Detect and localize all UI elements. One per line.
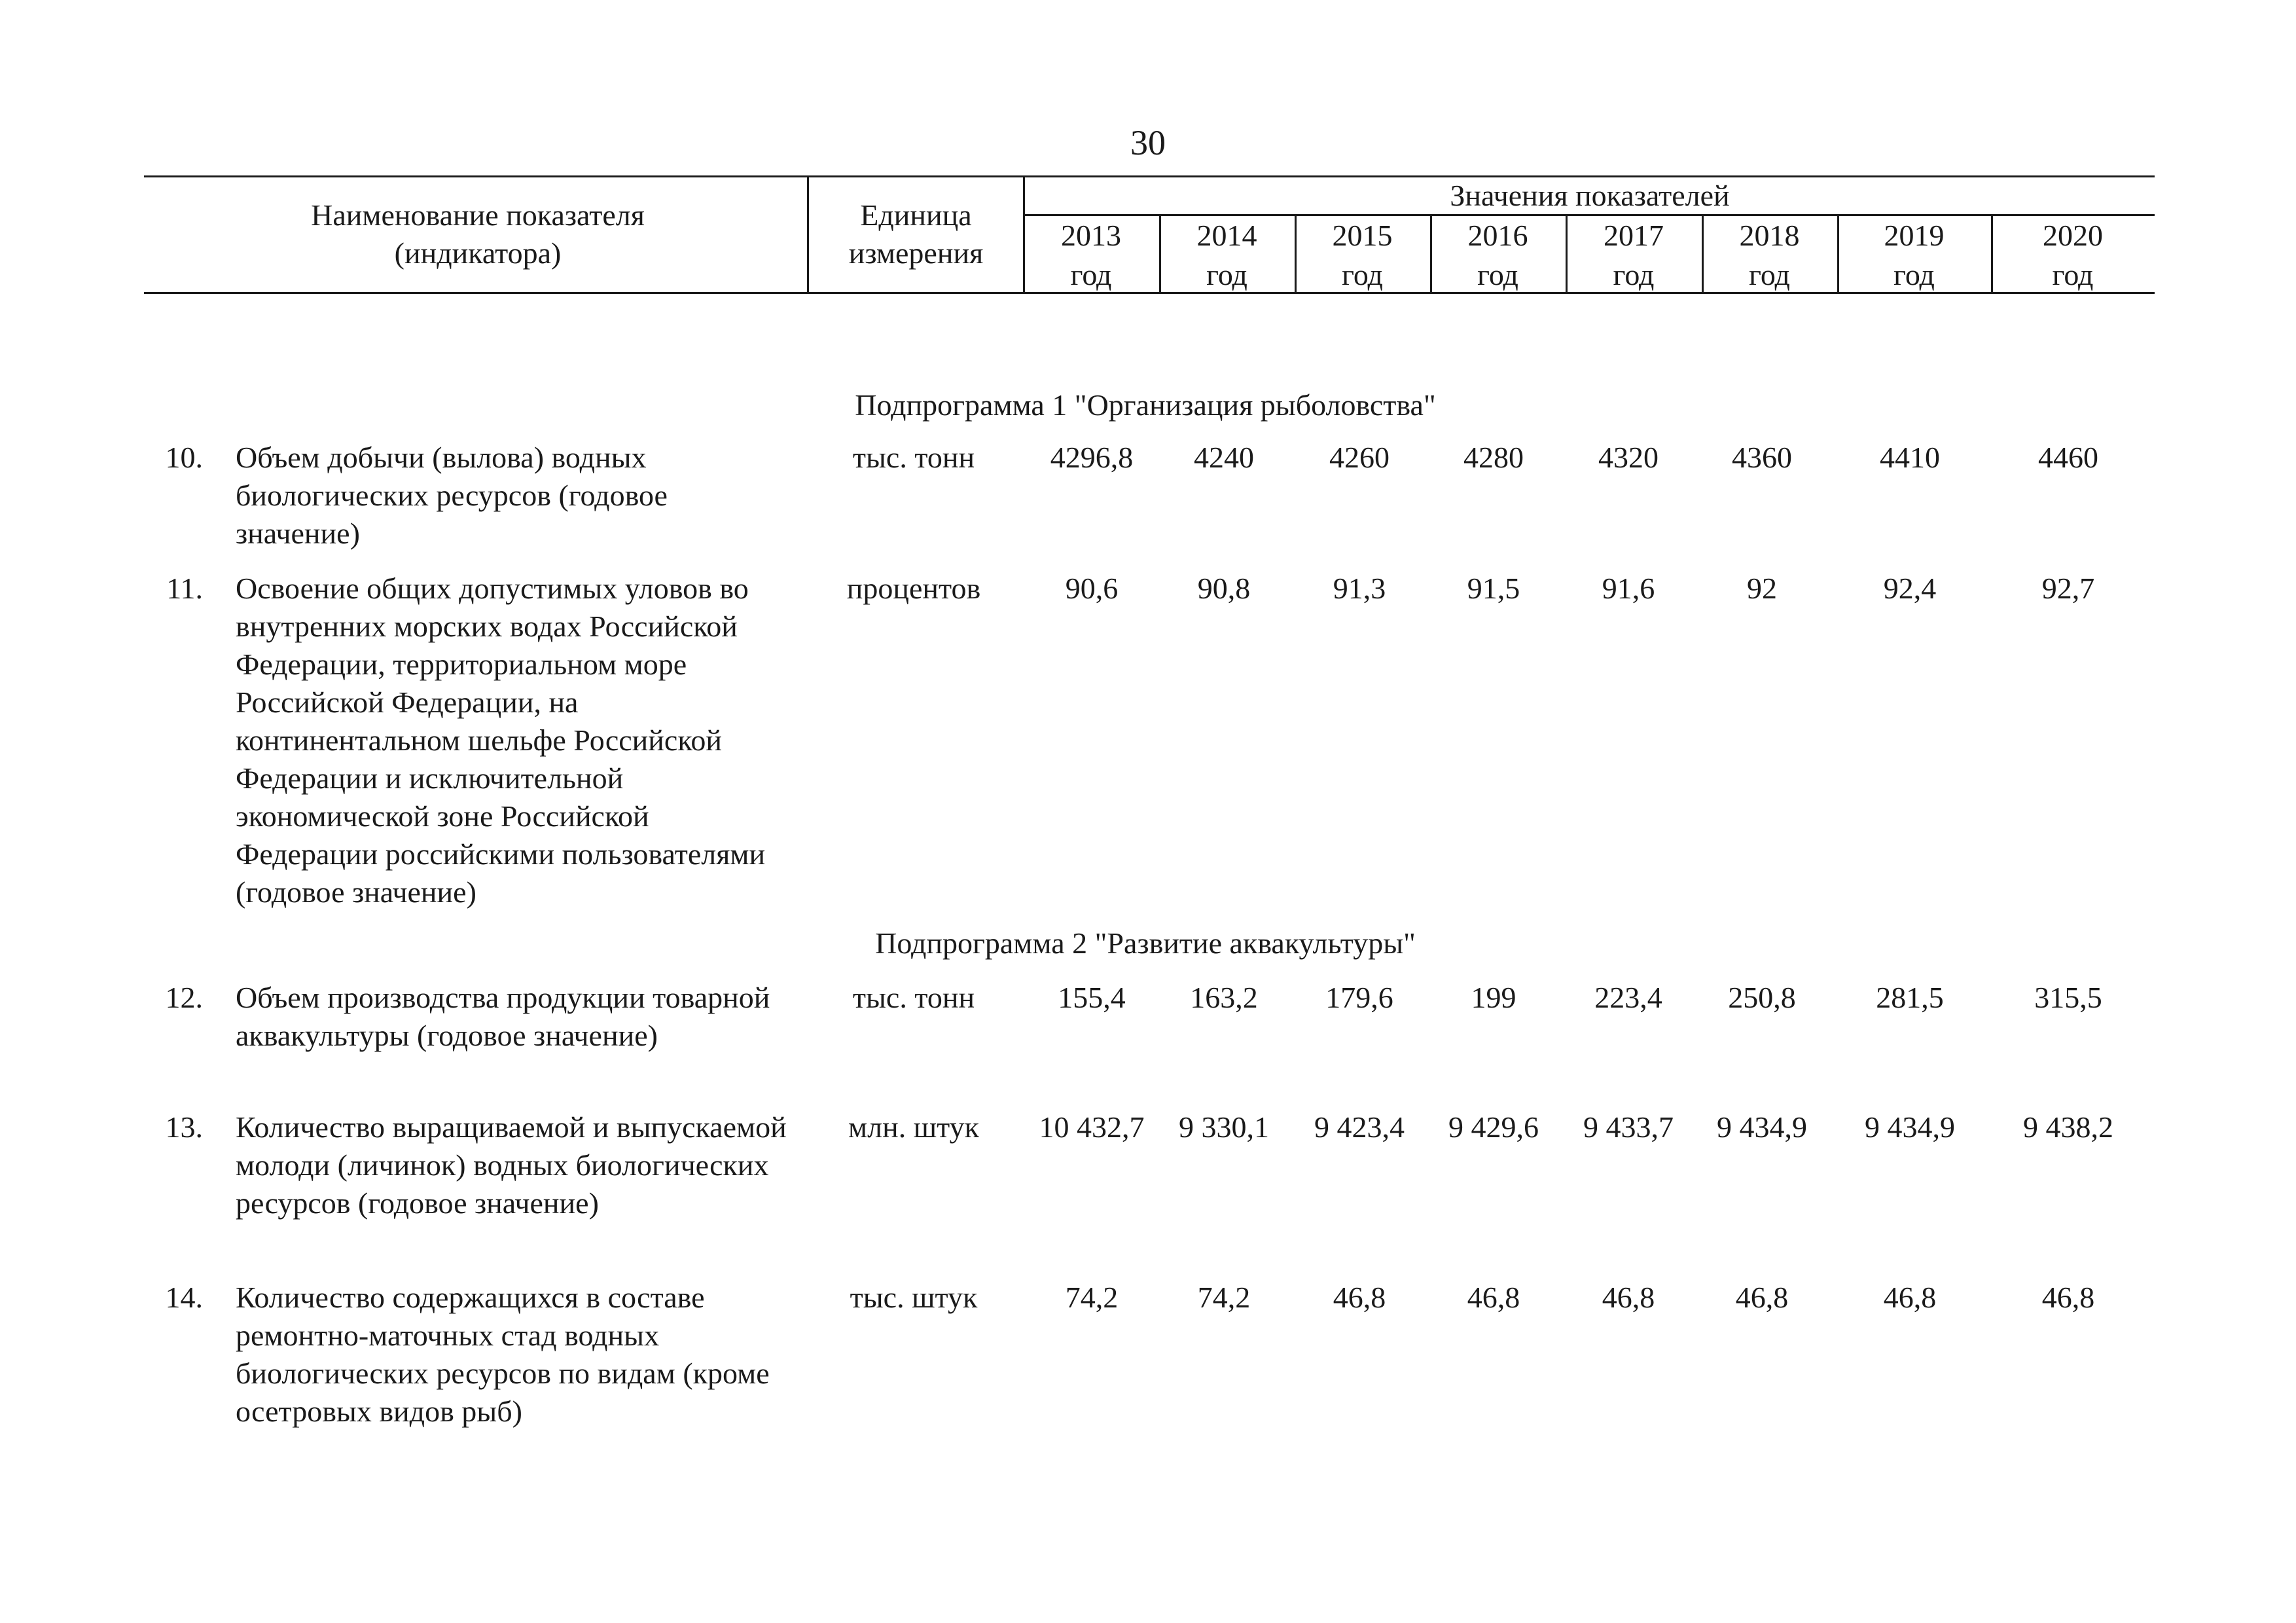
row-value-2013: 4296,8 bbox=[1050, 441, 1134, 474]
header-year-label: 2020 bbox=[2043, 219, 2103, 252]
row-value-2015: 46,8 bbox=[1333, 1281, 1386, 1314]
row-value-2014: 74,2 bbox=[1197, 1281, 1251, 1314]
page-number: 30 bbox=[1130, 123, 1166, 162]
row-value-2013: 10 432,7 bbox=[1039, 1110, 1145, 1144]
row-unit: млн. штук bbox=[848, 1110, 979, 1144]
row-unit: тыс. тонн bbox=[852, 981, 975, 1014]
row-value-2019: 9 434,9 bbox=[1865, 1110, 1955, 1144]
row-value-2017: 223,4 bbox=[1594, 981, 1662, 1014]
row-value-2017: 4320 bbox=[1598, 441, 1659, 474]
row-value-2016: 9 429,6 bbox=[1448, 1110, 1539, 1144]
row-value-2014: 9 330,1 bbox=[1179, 1110, 1269, 1144]
row-indicator-name: Объем добычи (вылова) водных биологических ресурсов (годовое значение) bbox=[236, 441, 668, 550]
row-value-2014: 90,8 bbox=[1197, 572, 1251, 605]
header-year-label: 2016 bbox=[1467, 219, 1528, 252]
row-value-2019: 4410 bbox=[1880, 441, 1940, 474]
row-value-2015: 179,6 bbox=[1325, 981, 1393, 1014]
row-unit: процентов bbox=[846, 572, 981, 605]
row-unit: тыс. штук bbox=[850, 1281, 978, 1314]
row-value-2016: 199 bbox=[1471, 981, 1516, 1014]
row-value-2017: 91,6 bbox=[1602, 572, 1655, 605]
row-value-2015: 4260 bbox=[1329, 441, 1390, 474]
row-value-2018: 9 434,9 bbox=[1717, 1110, 1807, 1144]
header-year-label: 2018 bbox=[1739, 219, 1800, 252]
row-value-2015: 9 423,4 bbox=[1314, 1110, 1405, 1144]
section-title-2: Подпрограмма 2 "Развитие аквакультуры" bbox=[875, 926, 1416, 960]
header-year-label: 2017 bbox=[1604, 219, 1664, 252]
row-value-2018: 4360 bbox=[1732, 441, 1792, 474]
header-year-label: 2014 bbox=[1196, 219, 1257, 252]
header-year-2013 bbox=[1023, 216, 1159, 295]
header-year-2018 bbox=[1702, 216, 1837, 295]
row-value-2017: 9 433,7 bbox=[1583, 1110, 1674, 1144]
row-value-2014: 4240 bbox=[1194, 441, 1254, 474]
row-value-2017: 46,8 bbox=[1602, 1281, 1655, 1314]
row-number: 14. bbox=[165, 1281, 203, 1314]
header-year-2015 bbox=[1295, 216, 1430, 295]
header-year-2019 bbox=[1837, 216, 1991, 295]
header-year-unit: год bbox=[1070, 258, 1112, 291]
row-value-2015: 91,3 bbox=[1333, 572, 1386, 605]
row-value-2018: 250,8 bbox=[1728, 981, 1796, 1014]
row-value-2016: 4280 bbox=[1463, 441, 1524, 474]
header-year-2017 bbox=[1566, 216, 1702, 295]
header-year-2016 bbox=[1430, 216, 1566, 295]
header-year-unit: год bbox=[1342, 258, 1383, 291]
row-value-2013: 74,2 bbox=[1065, 1281, 1119, 1314]
section-title-1: Подпрограмма 1 "Организация рыболовства" bbox=[855, 388, 1436, 422]
row-number: 10. bbox=[165, 441, 203, 474]
row-value-2019: 46,8 bbox=[1883, 1281, 1937, 1314]
header-year-unit: год bbox=[1613, 258, 1655, 291]
header-year-unit: год bbox=[2052, 258, 2094, 291]
row-indicator-name: Количество выращиваемой и выпускаемой молоди (личинок) водных биологических ресурсов (годовое значение) bbox=[236, 1110, 787, 1220]
row-value-2020: 4460 bbox=[2038, 441, 2098, 474]
row-indicator-name: Количество содержащихся в составе ремонтно-маточных стад водных биологических ресурсов по видам (кроме осетровых видов рыб) bbox=[236, 1281, 770, 1428]
header-year-unit: год bbox=[1477, 258, 1518, 291]
row-number: 13. bbox=[165, 1110, 203, 1144]
header-year-2020 bbox=[1991, 216, 2155, 295]
row-value-2013: 155,4 bbox=[1058, 981, 1126, 1014]
row-value-2019: 281,5 bbox=[1876, 981, 1944, 1014]
row-value-2019: 92,4 bbox=[1883, 572, 1937, 605]
header-year-unit: год bbox=[1893, 258, 1935, 291]
header-year-label: 2019 bbox=[1884, 219, 1945, 252]
row-value-2020: 92,7 bbox=[2041, 572, 2095, 605]
row-number: 12. bbox=[165, 981, 203, 1014]
row-value-2016: 91,5 bbox=[1467, 572, 1520, 605]
header-unit-column: Единица измерения bbox=[848, 198, 984, 270]
row-value-2020: 9 438,2 bbox=[2023, 1110, 2113, 1144]
header-year-unit: год bbox=[1206, 258, 1247, 291]
row-value-2013: 90,6 bbox=[1065, 572, 1119, 605]
row-number: 11. bbox=[166, 572, 203, 605]
row-value-2016: 46,8 bbox=[1467, 1281, 1520, 1314]
header-year-unit: год bbox=[1749, 258, 1790, 291]
header-name-column: Наименование показателя (индикатора) bbox=[311, 198, 645, 270]
header-values-column: Значения показателей bbox=[1450, 179, 1730, 212]
header-year-label: 2013 bbox=[1061, 219, 1121, 252]
row-value-2018: 92 bbox=[1747, 572, 1777, 605]
row-value-2014: 163,2 bbox=[1190, 981, 1258, 1014]
row-indicator-name: Освоение общих допустимых уловов во внутренних морских водах Российской Федерации, территориальном море Российской Федерации, на континентальном шельфе Российской Федерации и исключительной экономической зоне Российской Федерации российскими пользователями (годовое значение) bbox=[236, 572, 766, 909]
row-value-2020: 315,5 bbox=[2034, 981, 2102, 1014]
row-value-2020: 46,8 bbox=[2041, 1281, 2095, 1314]
header-year-label: 2015 bbox=[1332, 219, 1393, 252]
header-year-2014 bbox=[1159, 216, 1295, 295]
row-value-2018: 46,8 bbox=[1735, 1281, 1789, 1314]
row-indicator-name: Объем производства продукции товарной аквакультуры (годовое значение) bbox=[236, 981, 770, 1052]
row-unit: тыс. тонн bbox=[852, 441, 975, 474]
